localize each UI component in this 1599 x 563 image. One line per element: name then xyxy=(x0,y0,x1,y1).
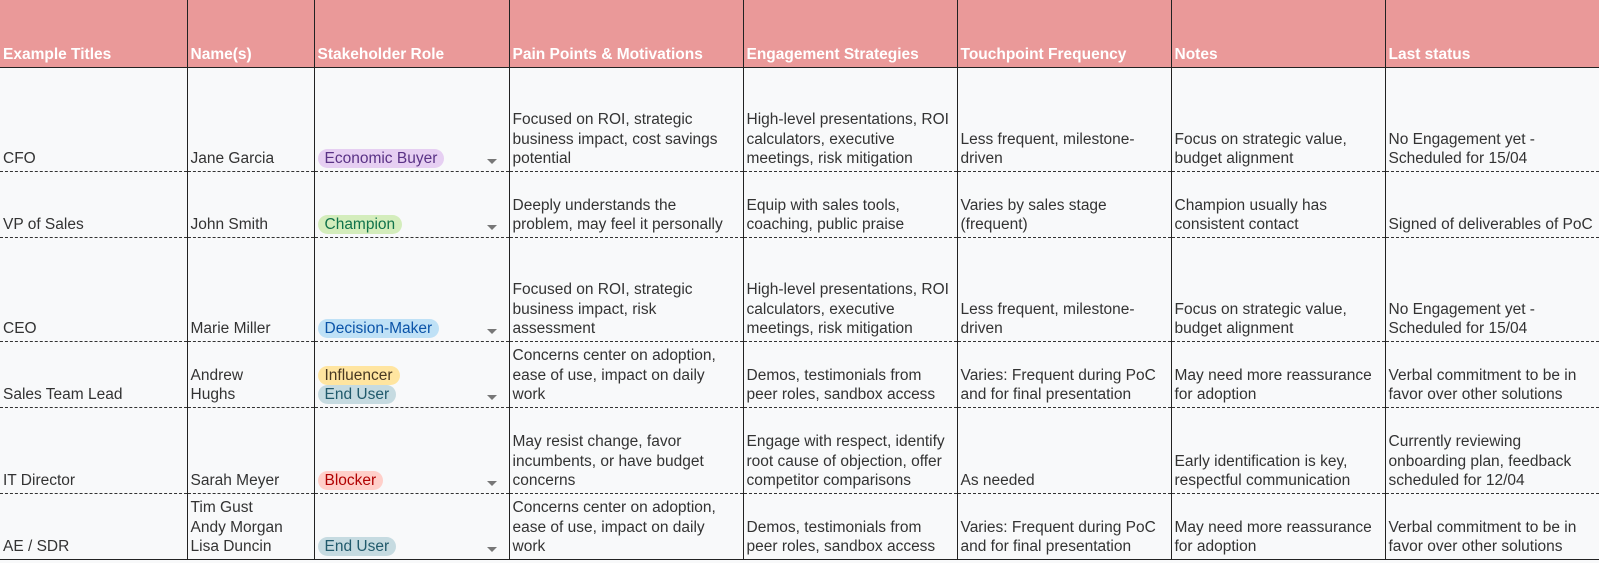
role-dropdown-cell[interactable] xyxy=(314,341,509,407)
notes-cell[interactable]: Champion usually has consistent contact xyxy=(1171,171,1385,237)
table-row xyxy=(0,407,1599,493)
notes-cell[interactable]: May need more reassurance for adoption xyxy=(1171,493,1385,559)
notes-cell[interactable]: Focus on strategic value, budget alignment xyxy=(1171,67,1385,171)
role-chips xyxy=(318,366,506,405)
role-chip[interactable]: Decision-Maker xyxy=(318,319,440,338)
role-dropdown-cell[interactable] xyxy=(314,67,509,171)
role-chip[interactable]: Influencer xyxy=(318,366,400,385)
pain-points-cell[interactable]: May resist change, favor incumbents, or have budget concerns xyxy=(509,407,743,493)
stakeholder-name: Hughs xyxy=(190,386,236,403)
notes-cell[interactable]: Early identification is key, respectful communication xyxy=(1171,407,1385,493)
stakeholder-name: John Smith xyxy=(190,216,269,233)
names-cell[interactable] xyxy=(187,407,314,493)
names-cell[interactable] xyxy=(187,171,314,237)
dropdown-arrow-icon[interactable] xyxy=(487,225,497,230)
role-chip[interactable]: End User xyxy=(318,385,397,404)
notes-cell[interactable]: Focus on strategic value, budget alignment xyxy=(1171,237,1385,341)
title-cell[interactable]: AE / SDR xyxy=(0,493,187,559)
table-row xyxy=(0,67,1599,171)
engagement-cell[interactable]: Engage with respect, identify root cause of objection, offer competitor comparisons xyxy=(743,407,957,493)
header-stakeholder-role[interactable]: Stakeholder Role xyxy=(314,0,509,67)
stakeholder-name: Andrew xyxy=(190,366,244,384)
role-chip[interactable]: Economic Buyer xyxy=(318,149,445,168)
frequency-cell[interactable]: Varies: Frequent during PoC and for final presentation xyxy=(957,341,1171,407)
role-chips xyxy=(318,149,506,169)
dropdown-arrow-icon[interactable] xyxy=(487,547,497,552)
pain-points-cell[interactable]: Focused on ROI, strategic business impact, cost savings potential xyxy=(509,67,743,171)
header-last-status[interactable]: Last status xyxy=(1385,0,1599,67)
title-cell[interactable]: Sales Team Lead xyxy=(0,341,187,407)
title-cell[interactable]: IT Director xyxy=(0,407,187,493)
notes-cell[interactable]: May need more reassurance for adoption xyxy=(1171,341,1385,407)
pain-points-cell[interactable]: Deeply understands the problem, may feel it personally xyxy=(509,171,743,237)
names-cell[interactable] xyxy=(187,341,314,407)
dropdown-arrow-icon[interactable] xyxy=(487,159,497,164)
title-cell[interactable]: VP of Sales xyxy=(0,171,187,237)
table-row xyxy=(0,237,1599,341)
dropdown-arrow-icon[interactable] xyxy=(487,395,497,400)
names-cell[interactable] xyxy=(187,237,314,341)
header-touchpoint-frequency[interactable]: Touchpoint Frequency xyxy=(957,0,1171,67)
frequency-cell[interactable]: Varies by sales stage (frequent) xyxy=(957,171,1171,237)
dropdown-arrow-icon[interactable] xyxy=(487,329,497,334)
header-example-titles[interactable]: Example Titles xyxy=(0,0,187,67)
last-status-cell[interactable]: Verbal commitment to be in favor over other solutions xyxy=(1385,493,1599,559)
table-row xyxy=(0,341,1599,407)
last-status-cell[interactable]: Verbal commitment to be in favor over other solutions xyxy=(1385,341,1599,407)
engagement-cell[interactable]: High-level presentations, ROI calculators, executive meetings, risk mitigation xyxy=(743,237,957,341)
stakeholder-name: Lisa Duncin xyxy=(190,538,272,555)
last-status-cell[interactable]: Currently reviewing onboarding plan, feedback scheduled for 12/04 xyxy=(1385,407,1599,493)
role-chips xyxy=(318,319,506,339)
last-status-cell[interactable]: No Engagement yet - Scheduled for 15/04 xyxy=(1385,67,1599,171)
pain-points-cell[interactable]: Focused on ROI, strategic business impact, risk assessment xyxy=(509,237,743,341)
role-chip[interactable]: Blocker xyxy=(318,471,384,490)
title-cell[interactable]: CEO xyxy=(0,237,187,341)
pain-points-cell[interactable]: Concerns center on adoption, ease of use, impact on daily work xyxy=(509,493,743,559)
engagement-cell[interactable]: Demos, testimonials from peer roles, sandbox access xyxy=(743,493,957,559)
last-status-cell[interactable]: Signed of deliverables of PoC xyxy=(1385,171,1599,237)
frequency-cell[interactable]: Varies: Frequent during PoC and for final presentation xyxy=(957,493,1171,559)
dropdown-arrow-icon[interactable] xyxy=(487,481,497,486)
role-chip[interactable]: Champion xyxy=(318,215,403,234)
role-dropdown-cell[interactable] xyxy=(314,493,509,559)
header-notes[interactable]: Notes xyxy=(1171,0,1385,67)
frequency-cell[interactable]: As needed xyxy=(957,407,1171,493)
names-cell[interactable] xyxy=(187,493,314,559)
header-names[interactable]: Name(s) xyxy=(187,0,314,67)
header-engagement-strategies[interactable]: Engagement Strategies xyxy=(743,0,957,67)
pain-points-cell[interactable]: Concerns center on adoption, ease of use, impact on daily work xyxy=(509,341,743,407)
engagement-cell[interactable]: Equip with sales tools, coaching, public praise xyxy=(743,171,957,237)
role-chips xyxy=(318,471,506,491)
header-row xyxy=(0,0,1599,67)
role-dropdown-cell[interactable] xyxy=(314,237,509,341)
role-chip[interactable]: End User xyxy=(318,537,397,556)
frequency-cell[interactable]: Less frequent, milestone-driven xyxy=(957,67,1171,171)
names-cell[interactable] xyxy=(187,67,314,171)
header-pain-points[interactable]: Pain Points & Motivations xyxy=(509,0,743,67)
stakeholder-name: Andy Morgan xyxy=(190,518,283,536)
engagement-cell[interactable]: High-level presentations, ROI calculators, executive meetings, risk mitigation xyxy=(743,67,957,171)
title-cell[interactable]: CFO xyxy=(0,67,187,171)
table-row xyxy=(0,171,1599,237)
role-chips xyxy=(318,215,506,235)
stakeholder-name: Sarah Meyer xyxy=(190,472,280,489)
stakeholder-name: Marie Miller xyxy=(190,320,271,337)
engagement-cell[interactable]: Demos, testimonials from peer roles, sandbox access xyxy=(743,341,957,407)
last-status-cell[interactable]: No Engagement yet - Scheduled for 15/04 xyxy=(1385,237,1599,341)
table-row xyxy=(0,493,1599,559)
stakeholder-name: Tim Gust xyxy=(190,499,253,516)
role-dropdown-cell[interactable] xyxy=(314,407,509,493)
stakeholder-name: Jane Garcia xyxy=(190,150,275,167)
role-dropdown-cell[interactable] xyxy=(314,171,509,237)
frequency-cell[interactable]: Less frequent, milestone-driven xyxy=(957,237,1171,341)
role-chips xyxy=(318,537,506,557)
